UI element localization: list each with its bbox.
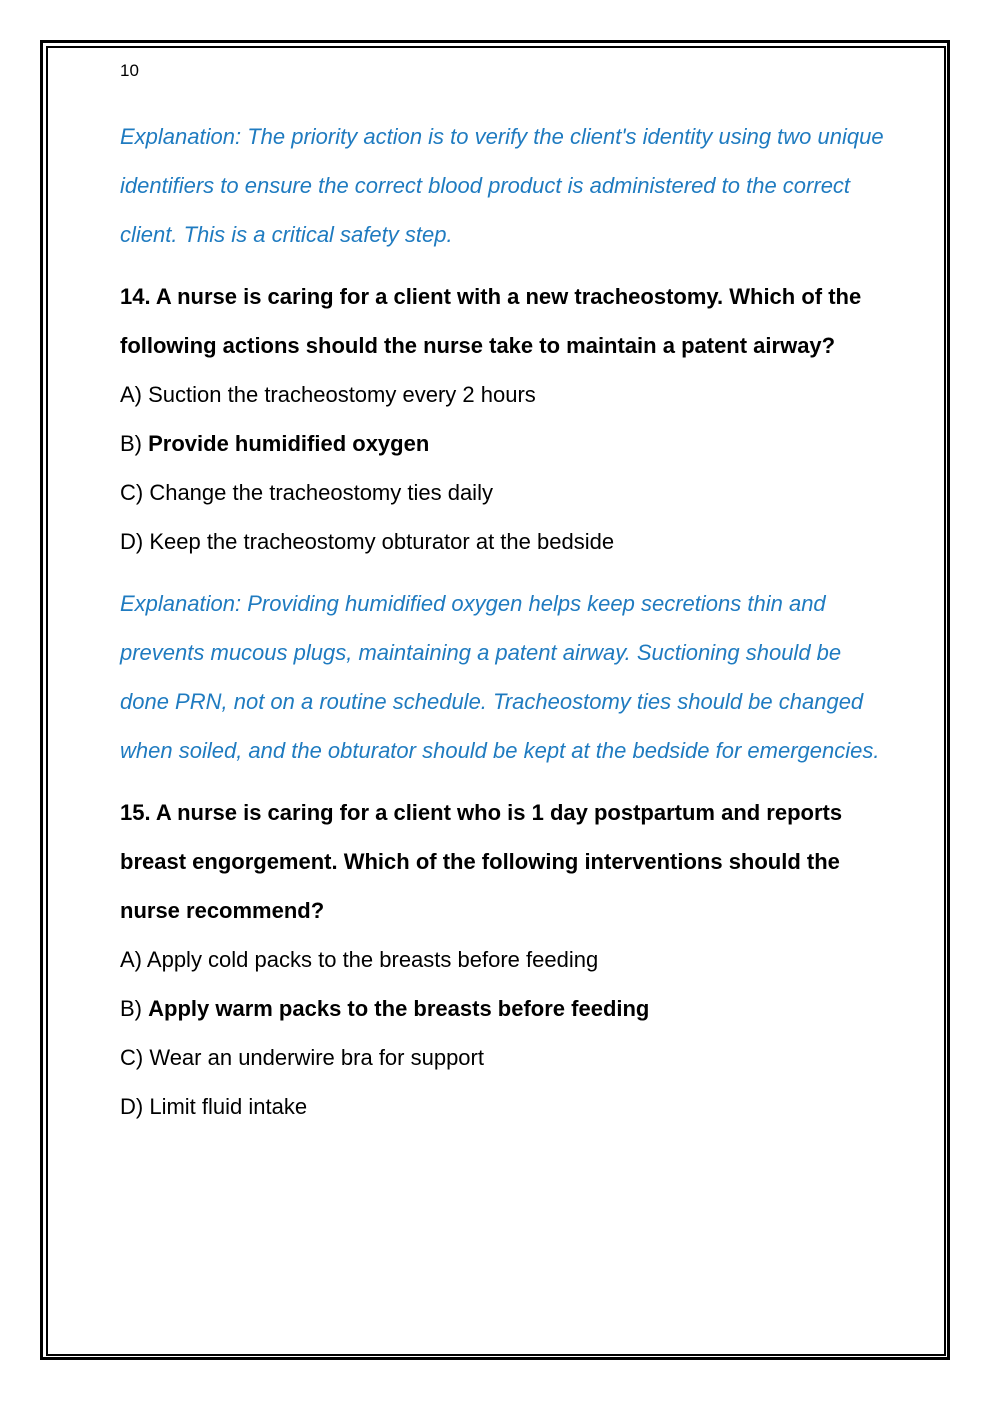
option-letter: C) <box>120 1045 150 1070</box>
option-letter: C) <box>120 480 150 505</box>
question-14: 14. A nurse is caring for a client with a new tracheostomy. Which of the following actions should the nurse take to maintain a patent airway? <box>120 284 862 358</box>
page-content <box>120 112 890 1131</box>
option-letter: B) <box>120 996 149 1021</box>
options-15 <box>120 935 890 1131</box>
option-letter: A) <box>120 947 147 972</box>
options-14 <box>120 370 890 566</box>
option-15-d <box>120 1082 890 1131</box>
option-14-d <box>120 517 890 566</box>
explanation-14: Explanation: Providing humidified oxygen helps keep secretions thin and prevents mucous plugs, maintaining a patent airway. Suctioning should be done PRN, not on a routine schedule. Tracheostomy ties should be changed when soiled, and the obturator should be kept at the bedside for emergencies. <box>120 591 880 763</box>
option-14-c <box>120 468 890 517</box>
option-14-b <box>120 419 890 468</box>
option-15-a <box>120 935 890 984</box>
option-letter: D) <box>120 529 150 554</box>
option-15-b <box>120 984 890 1033</box>
option-letter: A) <box>120 382 149 407</box>
option-text: Keep the tracheostomy obturator at the bedside <box>149 529 615 554</box>
page-number: 10 <box>120 61 139 80</box>
option-text-correct: Apply warm packs to the breasts before feeding <box>148 996 650 1021</box>
option-letter: D) <box>120 1094 150 1119</box>
option-15-c <box>120 1033 890 1082</box>
question-15: 15. A nurse is caring for a client who is 1 day postpartum and reports breast engorgement. Which of the following interventions should the nurse recommend? <box>120 800 843 923</box>
option-text: Change the tracheostomy ties daily <box>149 480 493 505</box>
option-text: Wear an underwire bra for support <box>149 1045 484 1070</box>
explanation-13: Explanation: The priority action is to verify the client's identity using two unique identifiers to ensure the correct blood product is administered to the correct client. This is a critical safety step. <box>120 124 884 247</box>
option-text: Apply cold packs to the breasts before feeding <box>146 947 599 972</box>
option-letter: B) <box>120 431 149 456</box>
option-text-correct: Provide humidified oxygen <box>148 431 430 456</box>
option-text: Suction the tracheostomy every 2 hours <box>148 382 536 407</box>
option-14-a <box>120 370 890 419</box>
option-text: Limit fluid intake <box>149 1094 308 1119</box>
